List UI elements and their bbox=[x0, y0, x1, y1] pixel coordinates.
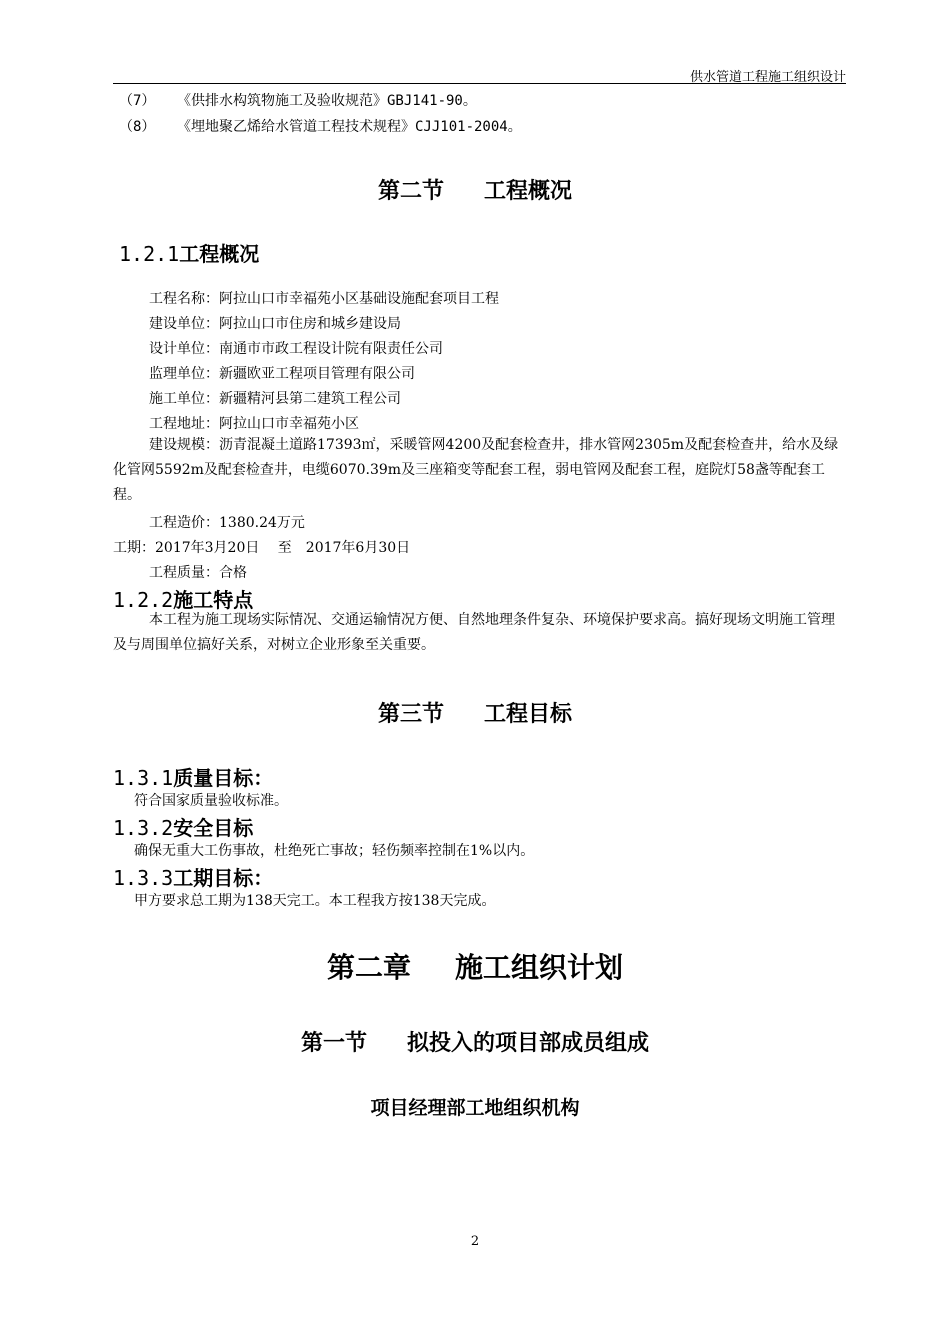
chapter-label: 第二章 bbox=[326, 951, 411, 984]
subsection-heading bbox=[113, 762, 273, 791]
section-heading bbox=[0, 697, 950, 728]
subsection-title: 质量目标： bbox=[173, 766, 274, 790]
reference-number: （7） bbox=[119, 93, 156, 109]
project-period: 工期：2017年3月20日 至 2017年6月30日 bbox=[113, 540, 411, 556]
project-name: 工程名称：阿拉山口市幸福苑小区基础设施配套项目工程 bbox=[149, 291, 499, 307]
subsection-number: 1.3.3 bbox=[113, 866, 174, 890]
subsection-number: 1.2.1 bbox=[119, 242, 180, 266]
subsection-heading bbox=[119, 238, 259, 267]
client-unit: 建设单位：阿拉山口市住房和城乡建设局 bbox=[149, 316, 401, 332]
subsection-title: 安全目标 bbox=[173, 816, 254, 840]
schedule-goal-text: 甲方要求总工期为138天完工。本工程我方按138天完成。 bbox=[134, 893, 496, 909]
reference-item bbox=[119, 90, 477, 110]
subsection-number: 1.3.1 bbox=[113, 766, 174, 790]
construction-unit: 施工单位：新疆精河县第二建筑工程公司 bbox=[149, 391, 401, 407]
reference-text: 《供排水构筑物施工及验收规范》GBJ141-90。 bbox=[177, 93, 477, 109]
subsection-title: 工期目标： bbox=[173, 866, 274, 890]
section-label: 第二节 bbox=[377, 179, 444, 204]
construction-scale: 建设规模：沥青混凝土道路17393㎡，采暖管网4200及配套检查井，排水管网2305m及配套检查井，给水及绿化管网5592m及配套检查井，电缆6070.39m及三座箱变等配套工程，弱电管网及配套工程，庭院灯58盏等配套工程。 bbox=[113, 437, 839, 503]
section-title: 拟投入的项目部成员组成 bbox=[407, 1031, 650, 1056]
org-structure-title: 项目经理部工地组织机构 bbox=[370, 1097, 580, 1119]
section-title: 工程概况 bbox=[484, 179, 573, 204]
construction-features-text: 本工程为施工现场实际情况、交通运输情况方便、自然地理条件复杂、环境保护要求高。搞好现场文明施工管理及与周围单位搞好关系，对树立企业形象至关重要。 bbox=[113, 612, 835, 653]
section-label: 第三节 bbox=[377, 702, 444, 727]
design-unit: 设计单位：南通市市政工程设计院有限责任公司 bbox=[149, 341, 443, 357]
section-heading bbox=[0, 1026, 950, 1057]
chapter-heading bbox=[0, 946, 950, 986]
reference-text: 《埋地聚乙烯给水管道工程技术规程》CJJ101-2004。 bbox=[177, 119, 522, 135]
page-number: 2 bbox=[470, 1234, 480, 1249]
subsection-heading bbox=[113, 812, 253, 841]
project-quality: 工程质量：合格 bbox=[149, 565, 247, 581]
section-title: 工程目标 bbox=[484, 702, 573, 727]
project-address: 工程地址：阿拉山口市幸福苑小区 bbox=[149, 416, 359, 432]
subsection-number: 1.3.2 bbox=[113, 816, 174, 840]
reference-item bbox=[119, 116, 522, 136]
chapter-title: 施工组织计划 bbox=[455, 951, 624, 984]
supervision-unit: 监理单位：新疆欧亚工程项目管理有限公司 bbox=[149, 366, 415, 382]
project-cost: 工程造价：1380.24万元 bbox=[149, 515, 305, 531]
section-heading bbox=[0, 174, 950, 205]
header-rule bbox=[113, 83, 846, 84]
section-label: 第一节 bbox=[300, 1031, 367, 1056]
subsection-title: 工程概况 bbox=[179, 242, 260, 266]
reference-number: （8） bbox=[119, 119, 156, 135]
running-header: 供水管道工程施工组织设计 bbox=[689, 70, 846, 85]
safety-goal-text: 确保无重大工伤事故，杜绝死亡事故；轻伤频率控制在1%以内。 bbox=[134, 843, 535, 859]
quality-goal-text: 符合国家质量验收标准。 bbox=[134, 793, 288, 809]
subsection-heading bbox=[113, 862, 273, 891]
subsection-number: 1.2.2 bbox=[113, 588, 174, 612]
subsection-title: 施工特点 bbox=[173, 588, 254, 612]
